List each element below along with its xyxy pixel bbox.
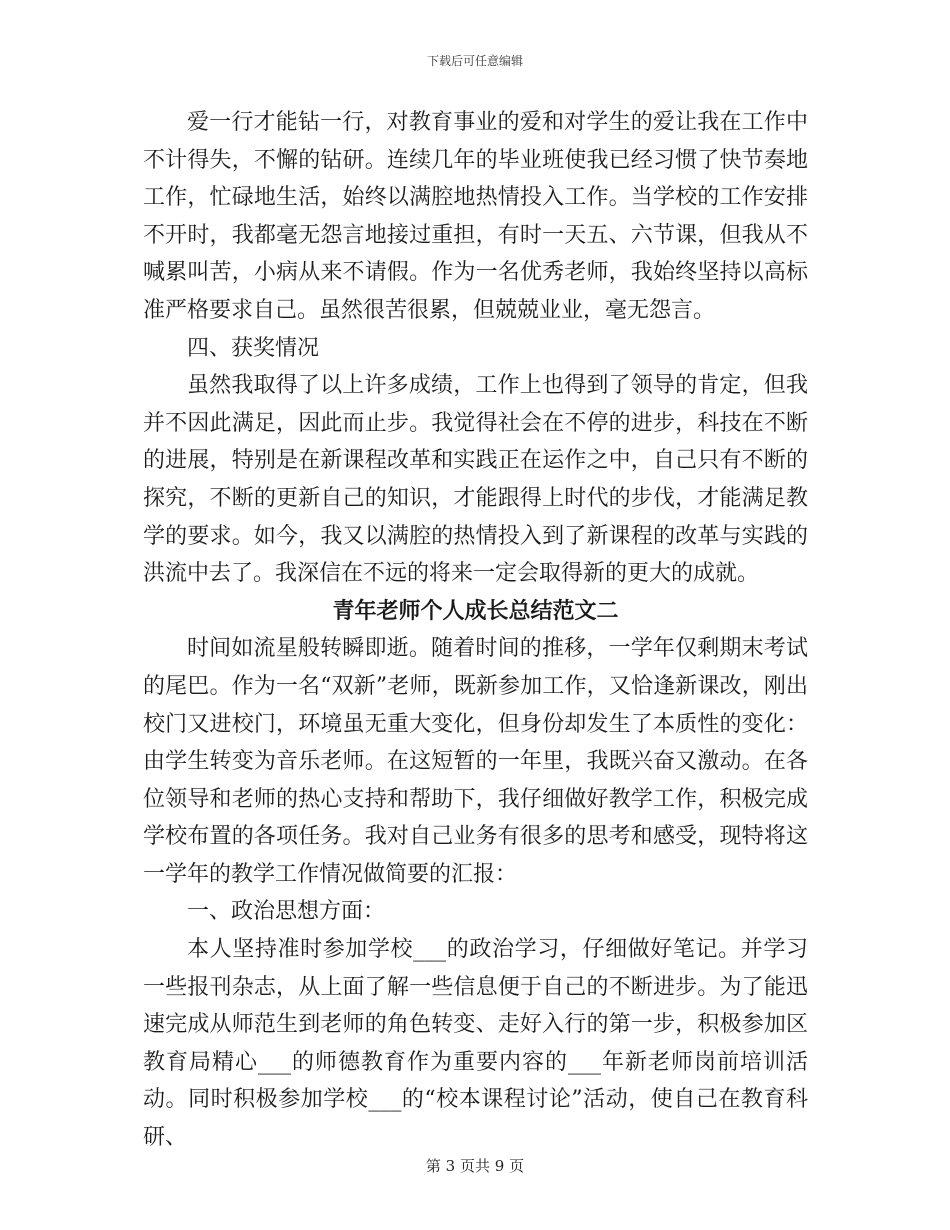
paragraph-awards: 虽然我取得了以上许多成绩，工作上也得到了领导的肯定，但我并不因此满足，因此而止步。我觉得社会在不停的进步，科技在不断的进展，特别是在新课程改革和实践正在运作之中，自己只有不断的探究，不断的更新自己的知识，才能跟得上时代的步伐，才能满足教学的要求。如今，我又以满腔的热情投入到了新课程的改革与实践的洪流中去了。我深信在不远的将来一定会取得新的更大的成就。 [143,373,808,587]
paragraph-dedication: 爱一行才能钻一行，对教育事业的爱和对学生的爱让我在工作中不计得失，不懈的钻研。连续几年的毕业班使我已经习惯了快节奏地工作，忙碌地生活，始终以满腔地热情投入工作。当学校的工作安排不开时，我都毫无怨言地接过重担，有时一天五、六节课，但我从不喊累叫苦，小病从来不请假。作为一名优秀老师，我始终坚持以高标准严格要求自己。虽然很苦很累，但兢兢业业，毫无怨言。 [143,110,808,323]
section-heading-awards: 四、获奖情况 [187,335,320,361]
page-header: 下载后可任意编辑 [426,54,523,68]
paragraph-intro: 时间如流星般转瞬即逝。随着时间的推移，一学年仅剩期末考试的尾巴。作为一名“双新”老师，既新参加工作，又恰逢新课改，刚出校门又进校门，环境虽无重大变化，但身份却发生了本质性的变化：由学生转变为音乐老师。在这短暂的一年里，我既兴奋又激动。在各位领导和老师的热心支持和帮助下，我仔细做好教学工作，积极完成学校布置的各项任务。我对自己业务有很多的思考和感受，现特将这一学年的教学工作情况做简要的汇报： [143,636,808,887]
document-body [143,104,808,1157]
section-heading-politics: 一、政治思想方面： [187,899,386,925]
page-footer: 第 3 页共 9 页 [425,1157,525,1175]
paragraph-politics: 本人坚持准时参加学校___的政治学习，仔细做好笔记。并学习一些报刊杂志，从上面了解一些信息便于自己的不断进步。为了能迅速完成从师范生到老师的角色转变、走好入行的第一步，积极参加区教育局精心___的师德教育作为重要内容的___年新老师岗前培训活动。同时积极参加学校___的“校本课程讨论”活动，使自己在教育科研、 [143,937,808,1151]
essay-title: 青年老师个人成长总结范文二 [332,597,619,624]
